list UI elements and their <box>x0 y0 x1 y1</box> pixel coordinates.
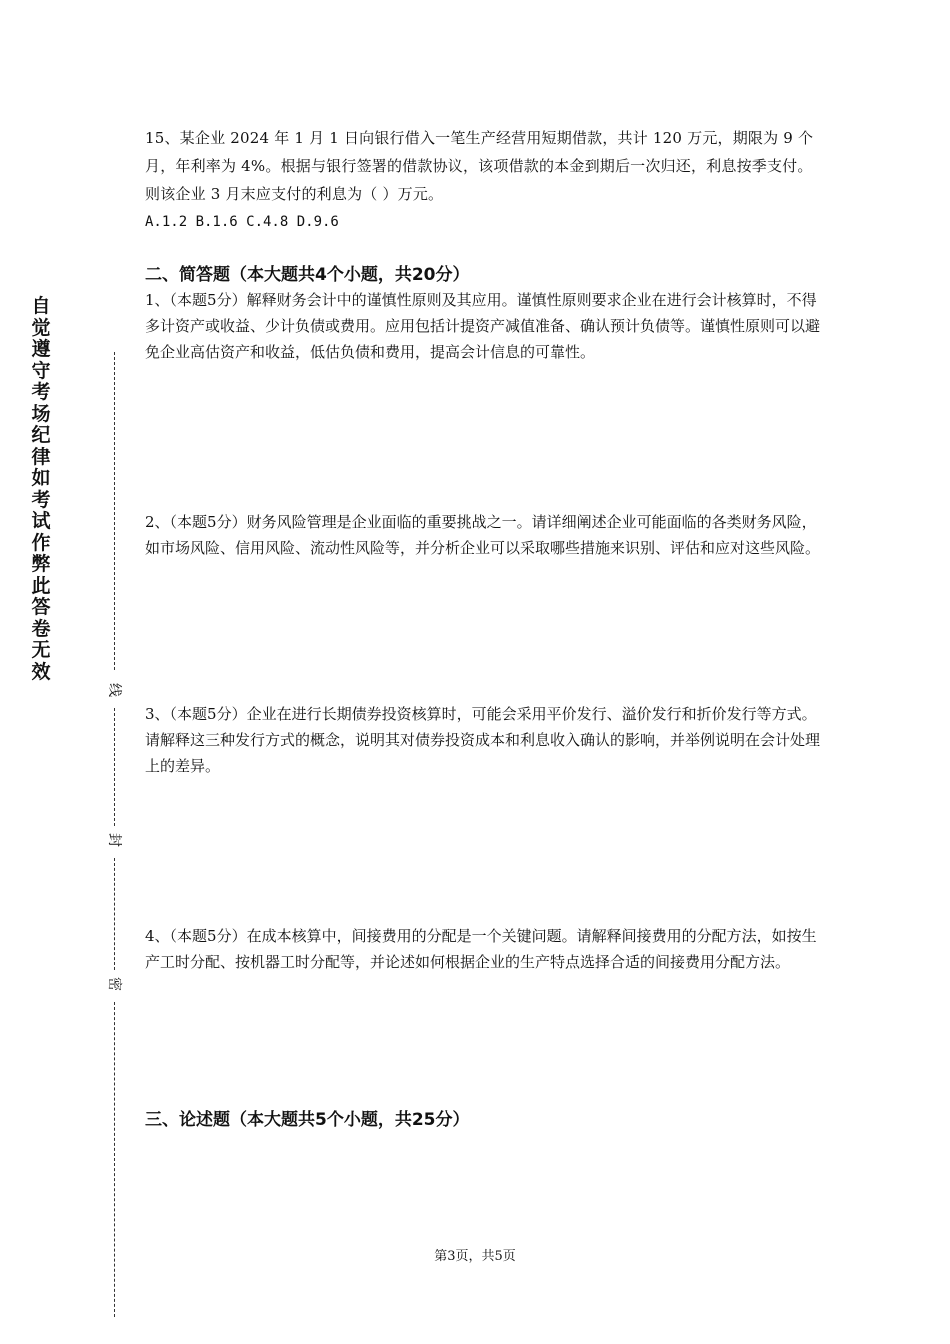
exam-content <box>145 124 825 1130</box>
binding-seal-char: 封 <box>106 833 122 847</box>
binding-dash-segment <box>114 858 115 970</box>
binding-line-char: 线 <box>106 683 122 697</box>
short-answer-question-4: 4、（本题5分）在成本核算中，间接费用的分配是一个关键问题。请解释间接费用的分配方法，如按生产工时分配、按机器工时分配等，并论述如何根据企业的生产特点选择合适的间接费用分配方法。 <box>145 927 817 971</box>
question-15-options: A.1.2 B.1.6 C.4.8 D.9.6 <box>145 214 339 230</box>
binding-secret-char: 密 <box>106 977 122 991</box>
short-answer-question-1: 1、（本题5分）解释财务会计中的谨慎性原则及其应用。谨慎性原则要求企业在进行会计核算时，不得多计资产或收益、少计负债或费用。应用包括计提资产减值准备、确认预计负债等。谨慎性原则可以避免企业高估资产和收益，低估负债和费用，提高会计信息的可靠性。 <box>145 291 821 361</box>
short-answer-question-2: 2、（本题5分）财务风险管理是企业面临的重要挑战之一。请详细阐述企业可能面临的各类财务风险，如市场风险、信用风险、流动性风险等，并分析企业可以采取哪些措施来识别、评估和应对这些风险。 <box>145 513 821 557</box>
question-15: 15、某企业 2024 年 1 月 1 日向银行借入一笔生产经营用短期借款，共计 120 万元，期限为 9 个月，年利率为 4%。根据与银行签署的借款协议，该项借款的本金到期后一次归还，利息按季支付。则该企业 3 月末应支付的利息为（ ）万元。 <box>145 129 814 203</box>
binding-dash-segment <box>114 1002 115 1317</box>
side-exam-notice: 自觉遵守考场纪律如考试作弊此答卷无效 <box>31 295 51 683</box>
page-footer: 第3页，共5页 <box>434 1249 516 1264</box>
short-answer-question-3: 3、（本题5分）企业在进行长期债券投资核算时，可能会采用平价发行、溢价发行和折价发行等方式。请解释这三种发行方式的概念，说明其对债券投资成本和利息收入确认的影响，并举例说明在会计处理上的差异。 <box>145 705 821 775</box>
binding-dash-segment <box>114 708 115 826</box>
section-2-title: 二、简答题（本大题共4个小题，共20分） <box>145 265 470 285</box>
section-3-title: 三、论述题（本大题共5个小题，共25分） <box>145 1110 470 1130</box>
binding-dash-segment <box>114 352 115 670</box>
binding-line <box>104 352 126 1317</box>
